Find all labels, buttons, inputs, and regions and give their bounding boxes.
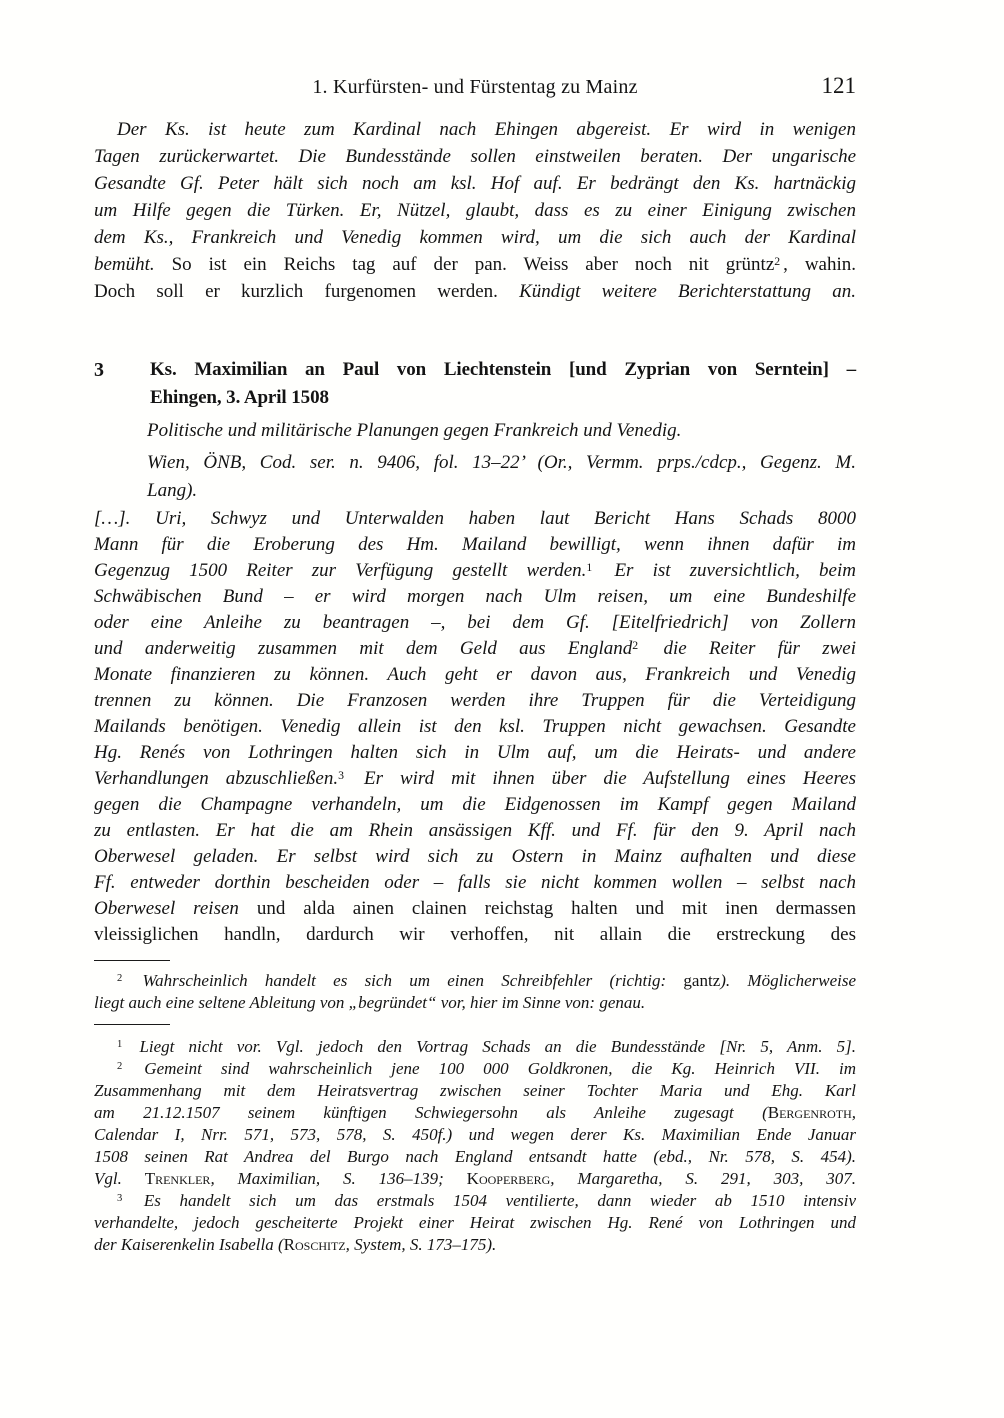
text-line <box>150 384 856 412</box>
text-run: Tagen zurückerwartet. Die Bundesstände sollen einstweilen beraten. Der ungarische <box>94 146 856 167</box>
text-run: Trenkler <box>144 1169 211 1188</box>
text-run: , <box>851 1103 856 1122</box>
text-line <box>94 584 856 610</box>
footnote-marker: 3 <box>117 1193 123 1205</box>
text-line <box>94 1190 856 1212</box>
text-run: Ff. entweder dorthin bescheiden oder – falls sie nicht kommen wollen – selbst nach <box>94 872 856 893</box>
text-run: am 21.12.1507 seinem künftigen Schwiegersohn als Anleihe zugesagt ( <box>94 1103 768 1122</box>
text-run: Wien, ÖNB, Cod. ser. n. 9406, fol. 13–22’ (Or., Vermm. prps./cdcp., Gegenz. M. <box>147 452 856 473</box>
text-run: Es handelt sich um das erstmals 1504 ventilierte, dann wieder ab 1510 intensiv <box>125 1191 856 1210</box>
text-line <box>94 1168 856 1190</box>
text-run: verhandelte, jedoch gescheiterte Projekt einer Heirat zwischen Hg. René von Lothringen und <box>94 1213 856 1232</box>
text-run: Gesandte Gf. Peter hält sich noch am ksl. Hof auf. Er bedrängt den Ks. hartnäckig <box>94 173 856 194</box>
text-run: Roschitz <box>283 1235 346 1254</box>
text-line <box>94 170 856 197</box>
text-run: oder eine Anleihe zu beantragen –, bei dem Gf. [Eitelfriedrich] von Zollern <box>94 612 856 633</box>
text-run: bemüht. <box>94 254 172 275</box>
text-run: Mann für die Eroberung des Hm. Mailand bewilligt, wenn ihnen dafür im <box>94 534 856 555</box>
text-run: 1508 seinen Rat Andrea del Burgo nach England entsandt hatte (ebd., Nr. 578, S. 454). <box>94 1147 856 1166</box>
text-run: , System, S. 173–175). <box>345 1235 497 1254</box>
footnote-marker: 2 <box>117 973 123 985</box>
footnote-marker: 1 <box>586 560 593 574</box>
apparatus-note <box>94 970 856 1014</box>
text-run: Der Ks. ist heute zum Kardinal nach Ehingen abgereist. Er wird in wenigen <box>117 119 856 140</box>
text-line <box>94 197 856 224</box>
footnote-separator-rule <box>94 1024 170 1025</box>
text-line <box>150 356 856 384</box>
text-run: Bergenroth <box>767 1103 852 1122</box>
text-run: zu entlasten. Er hat die am Rhein ansässigen Kff. und Ff. für den 9. April nach <box>94 820 856 841</box>
text-run: Oberwesel geladen. Er selbst wird sich zu Ostern in Mainz aufhalten und diese <box>94 846 856 867</box>
text-line <box>94 251 856 278</box>
text-line <box>94 116 856 143</box>
text-run: […]. Uri, Schwyz und Unterwalden haben laut Bericht Hans Schads 8000 <box>94 508 856 529</box>
document-subject <box>94 417 856 445</box>
footnote-marker: 3 <box>338 768 344 782</box>
footnote-3 <box>94 1190 856 1256</box>
text-run: gantz <box>683 971 721 990</box>
text-run: dem Ks., Frankreich und Venedig kommen wird, um die sich auch der Kardinal <box>94 227 856 248</box>
text-line <box>94 896 856 922</box>
text-line <box>94 224 856 251</box>
text-line <box>94 970 856 992</box>
text-line <box>94 1102 856 1124</box>
text-line <box>94 506 856 532</box>
text-line <box>94 1080 856 1102</box>
document-source <box>94 449 856 505</box>
text-run: Calendar I, Nrr. 571, 573, 578, S. 450f.) und wegen derer Ks. Maximilian Ende Januar <box>94 1125 856 1144</box>
text-run: Ks. Maximilian an Paul von Liechtenstein [und Zyprian von Serntein] – <box>150 359 856 380</box>
text-line <box>94 766 856 792</box>
text-line <box>94 992 856 1014</box>
text-line <box>94 1234 856 1256</box>
text-run: gegen die Champagne verhandeln, um die Eidgenossen im Kampf gegen Mailand <box>94 794 856 815</box>
text-line <box>94 870 856 896</box>
text-line <box>94 1124 856 1146</box>
text-line <box>147 477 856 505</box>
text-run: So ist ein Reichs tag auf der pan. Weiss aber noch nit grüntz <box>171 254 775 275</box>
text-line <box>147 449 856 477</box>
text-line <box>94 792 856 818</box>
text-run: vleissiglichen handln, dardurch wir verhoffen, nit allain die erstreckung des <box>94 924 856 945</box>
text-run: Ehingen, 3. April 1508 <box>150 387 329 408</box>
document-body-paragraph <box>94 506 856 948</box>
text-line <box>94 662 856 688</box>
text-run: Hg. Renés von Lothringen halten sich in Ulm auf, um die Heirats- und andere <box>94 742 856 763</box>
text-run: der Kaiserenkelin Isabella ( <box>94 1235 284 1254</box>
text-run: Schwäbischen Bund – er wird morgen nach Ulm reisen, um eine Bundeshilfe <box>94 586 856 607</box>
text-run: Vgl. <box>94 1169 145 1188</box>
footnote-2 <box>94 1058 856 1190</box>
text-run: Doch soll er kurzlich furgenomen werden. <box>94 281 520 302</box>
text-run: Kooperberg <box>466 1169 551 1188</box>
text-line <box>94 714 856 740</box>
text-line <box>94 1058 856 1080</box>
text-run: die Reiter für zwei <box>641 638 856 659</box>
text-run: , Maximilian, S. 136–139; <box>210 1169 467 1188</box>
text-line <box>94 818 856 844</box>
text-run: Gemeint sind wahrscheinlich jene 100 000 Goldkronen, die Kg. Heinrich VII. im <box>125 1059 856 1078</box>
footnote-marker: 2 <box>117 1061 123 1073</box>
text-run: , wahin. <box>783 254 857 275</box>
running-header-title: 1. Kurfürsten- und Fürstentag zu Mainz <box>312 76 638 98</box>
footnote-marker: 2 <box>632 638 639 652</box>
text-run: und alda ainen clainen reichstag halten und mit inen dermassen <box>256 898 856 919</box>
document-heading <box>150 356 856 412</box>
document-number: 3 <box>94 359 104 381</box>
text-run: Wahrscheinlich handelt es sich um einen Schreibfehler (richtig: <box>125 971 684 990</box>
apparatus-separator-rule <box>94 960 170 961</box>
text-line <box>94 610 856 636</box>
text-line <box>94 688 856 714</box>
text-line <box>94 740 856 766</box>
text-line <box>94 1036 856 1058</box>
text-run: Gegenzug 1500 Reiter zur Verfügung gestellt werden. <box>94 560 587 581</box>
text-run: Er wird mit ihnen über die Aufstellung eines Heeres <box>346 768 856 789</box>
page-number: 121 <box>821 73 856 98</box>
text-run: ). Möglicherweise <box>720 971 856 990</box>
text-line <box>147 417 856 445</box>
text-run: um Hilfe gegen die Türken. Er, Nützel, glaubt, dass es zu einer Einigung zwischen <box>94 200 856 221</box>
text-run: Mailands benötigen. Venedig allein ist den ksl. Truppen nicht gewachsen. Gesandte <box>94 716 856 737</box>
text-run: Oberwesel reisen <box>94 898 257 919</box>
text-line <box>94 1146 856 1168</box>
footnote-1 <box>94 1036 856 1058</box>
text-run: trennen zu können. Die Franzosen werden ihre Truppen für die Verteidigung <box>94 690 856 711</box>
text-run: Verhandlungen abzuschließen. <box>94 768 339 789</box>
text-run: Er ist zuversichtlich, beim <box>595 560 856 581</box>
footnote-marker: 1 <box>117 1039 123 1051</box>
text-line <box>94 1212 856 1234</box>
text-run: Monate finanzieren zu können. Auch geht er davon aus, Frankreich und Venedig <box>94 664 856 685</box>
document-source-text <box>147 449 856 505</box>
text-run: Lang). <box>147 480 198 501</box>
text-line <box>94 143 856 170</box>
text-run: und anderweitig zusammen mit dem Geld aus England <box>94 638 633 659</box>
text-line <box>94 844 856 870</box>
text-line <box>94 532 856 558</box>
text-run: Zusammenhang mit dem Heiratsvertrag zwischen seiner Tochter Maria und Ehg. Karl <box>94 1081 856 1100</box>
text-line <box>94 278 856 305</box>
text-run: , Margaretha, S. 291, 303, 307. <box>550 1169 856 1188</box>
footnote-marker: 2 <box>774 254 781 268</box>
text-line <box>94 558 856 584</box>
document-heading-section <box>94 356 856 412</box>
text-run: liegt auch eine seltene Ableitung von „begründet“ vor, hier im Sinne von: genau. <box>94 993 646 1012</box>
summary-paragraph <box>94 116 856 305</box>
text-run: Liegt nicht vor. Vgl. jedoch den Vortrag Schads an die Bundesstände [Nr. 5, Anm. 5]. <box>125 1037 856 1056</box>
text-line <box>94 922 856 948</box>
running-header <box>94 73 856 104</box>
footnotes-section <box>94 1036 856 1256</box>
text-run: Politische und militärische Planungen gegen Frankreich und Venedig. <box>147 420 682 441</box>
text-line <box>94 636 856 662</box>
document-subject-text <box>147 417 856 445</box>
text-run: Kündigt weitere Berichterstattung an. <box>519 281 856 302</box>
